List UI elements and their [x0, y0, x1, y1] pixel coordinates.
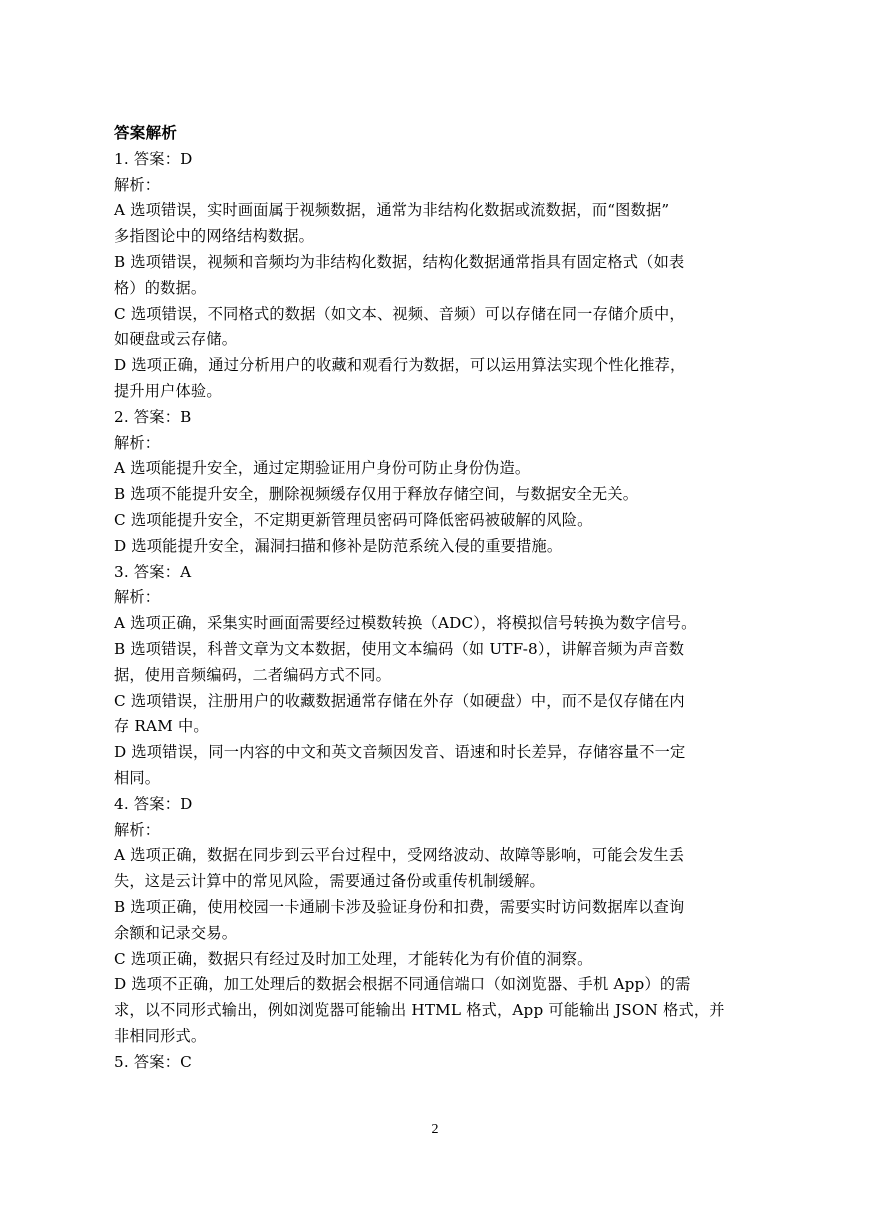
analysis-label: 解析：	[114, 175, 161, 194]
option-a-line-2: 失，这是云计算中的常见风险，需要通过备份或重传机制缓解。	[114, 872, 545, 891]
option-b-line-2: 格）的数据。	[114, 278, 207, 297]
option-a-line-1: A 选项错误，实时画面属于视频数据，通常为非结构化数据或流数据，而“图数据”	[114, 201, 670, 220]
answer-line: 4. 答案：D	[114, 794, 193, 813]
option-b-line-1: B 选项不能提升安全，删除视频缓存仅用于释放存储空间，与数据安全无关。	[114, 485, 639, 504]
option-d-line-1: D 选项错误，同一内容的中文和英文音频因发音、语速和时长差异，存储容量不一定	[114, 743, 686, 762]
answer-line: 1. 答案：D	[114, 149, 193, 168]
option-c-line-1: C 选项错误，注册用户的收藏数据通常存储在外存（如硬盘）中，而不是仅存储在内	[114, 691, 685, 710]
question-3	[114, 560, 759, 792]
question-2	[114, 405, 759, 560]
answer-line: 3. 答案：A	[114, 562, 192, 581]
option-b-line-1: B 选项错误，科普文章为文本数据，使用文本编码（如 UTF-8），讲解音频为声音数	[114, 639, 685, 658]
option-a-line-1: A 选项正确，采集实时画面需要经过模数转换（ADC），将模拟信号转换为数字信号。	[114, 614, 697, 633]
section-heading: 答案解析	[114, 124, 178, 142]
analysis-label: 解析：	[114, 820, 161, 839]
option-a-line-2: 多指图论中的网络结构数据。	[114, 227, 315, 246]
page-number: 2	[431, 1122, 439, 1137]
answer-line: 5. 答案：C	[114, 1052, 192, 1071]
option-d-line-1: D 选项不正确，加工处理后的数据会根据不同通信端口（如浏览器、手机 App）的需	[114, 975, 691, 994]
option-a-line-1: A 选项能提升安全，通过定期验证用户身份可防止身份伪造。	[114, 459, 531, 478]
option-c-line-1: C 选项正确，数据只有经过及时加工处理，才能转化为有价值的洞察。	[114, 949, 593, 968]
option-c-line-2: 存 RAM 中。	[114, 717, 209, 736]
option-c-line-2: 如硬盘或云存储。	[114, 330, 238, 349]
option-d-line-2: 相同。	[114, 768, 161, 787]
analysis-label: 解析：	[114, 588, 161, 607]
option-b-line-1: B 选项错误，视频和音频均为非结构化数据，结构化数据通常指具有固定格式（如表	[114, 252, 685, 271]
option-c-line-1: C 选项错误，不同格式的数据（如文本、视频、音频）可以存储在同一存储介质中，	[114, 304, 685, 323]
option-d-line-1: D 选项能提升安全，漏洞扫描和修补是防范系统入侵的重要措施。	[114, 536, 563, 555]
question-5	[114, 1050, 759, 1076]
option-b-line-1: B 选项正确，使用校园一卡通刷卡涉及验证身份和扣费，需要实时访问数据库以查询	[114, 897, 685, 916]
option-b-line-2: 余额和记录交易。	[114, 923, 238, 942]
question-1	[114, 147, 759, 405]
option-a-line-1: A 选项正确，数据在同步到云平台过程中，受网络波动、故障等影响，可能会发生丢	[114, 846, 685, 865]
question-4	[114, 792, 759, 1050]
option-b-line-2: 据，使用音频编码，二者编码方式不同。	[114, 665, 391, 684]
option-d-line-2: 求，以不同形式输出，例如浏览器可能输出 HTML 格式，App 可能输出 JSON 格式，并	[114, 1001, 725, 1020]
option-c-line-1: C 选项能提升安全，不定期更新管理员密码可降低密码被破解的风险。	[114, 510, 593, 529]
answer-line: 2. 答案：B	[114, 407, 192, 426]
document-page	[114, 121, 759, 1075]
analysis-label: 解析：	[114, 433, 161, 452]
option-d-line-3: 非相同形式。	[114, 1026, 207, 1045]
option-d-line-1: D 选项正确，通过分析用户的收藏和观看行为数据，可以运用算法实现个性化推荐，	[114, 356, 686, 375]
option-d-line-2: 提升用户体验。	[114, 381, 222, 400]
